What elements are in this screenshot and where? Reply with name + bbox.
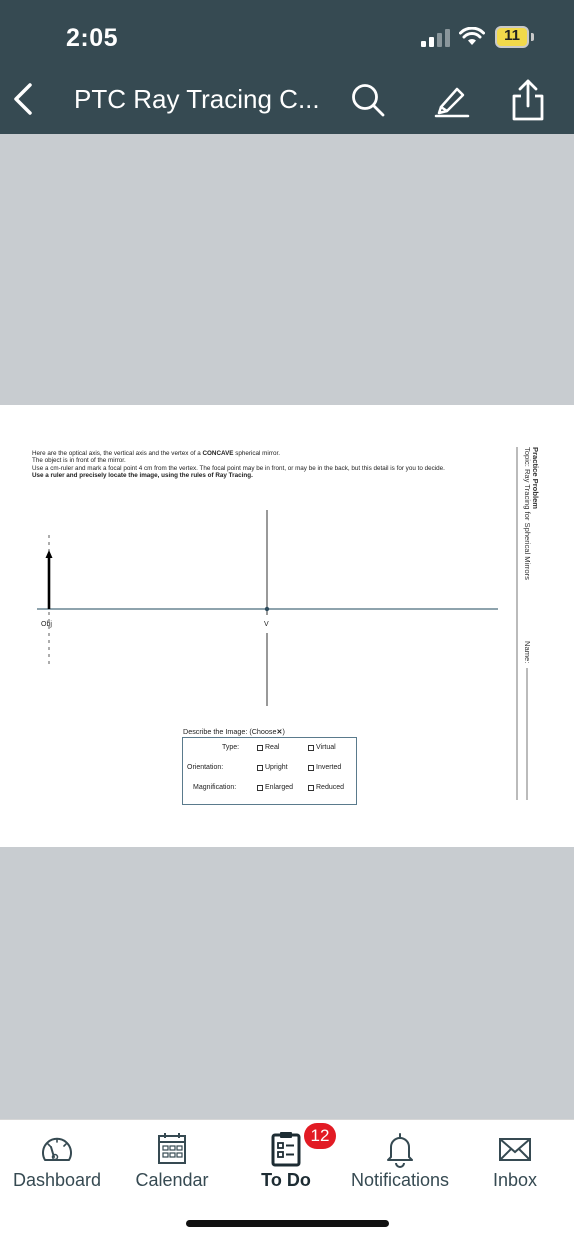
x-mark-icon: ✕ <box>276 727 283 736</box>
calendar-icon <box>153 1130 191 1168</box>
todo-count-badge: 12 <box>304 1123 336 1149</box>
status-time: 2:05 <box>66 24 119 52</box>
checkbox-icon[interactable] <box>257 745 263 751</box>
checkbox-icon[interactable] <box>308 785 314 791</box>
clipboard-icon <box>267 1130 305 1168</box>
side-name-label: Name: <box>523 641 532 664</box>
app-header <box>0 0 574 134</box>
tab-notifications[interactable] <box>343 1120 457 1200</box>
annotate-pen-icon[interactable] <box>432 80 472 120</box>
battery-icon <box>495 26 535 48</box>
orientation-row: Orientation: <box>187 764 224 771</box>
wifi-icon <box>459 27 485 47</box>
checkbox-icon[interactable] <box>257 765 263 771</box>
tab-label: To Do <box>261 1170 311 1190</box>
tab-calendar[interactable] <box>115 1120 229 1200</box>
magnification-row: Magnification: <box>193 784 237 791</box>
side-title: Practice Problem <box>531 447 540 510</box>
type-virtual-option[interactable]: Virtual <box>308 744 336 751</box>
describe-title: Describe the Image: (Choose✕) <box>183 727 285 736</box>
cellular-signal-icon <box>421 29 459 47</box>
speedometer-icon <box>38 1130 76 1168</box>
checkbox-icon[interactable] <box>257 785 263 791</box>
share-icon[interactable] <box>508 78 548 122</box>
bell-icon <box>381 1130 419 1168</box>
tab-inbox[interactable] <box>458 1120 572 1200</box>
tab-label: Dashboard <box>12 1170 102 1190</box>
side-topic: Topic: Ray Tracing for Spherical Mirrors <box>523 447 532 580</box>
instructions: Here are the optical axis, the vertical axis and the vertex of a CONCAVE spherical mirror. The object is in front of the mirror. Use a cm-ruler and mark a focal point 4 cm from the vertex. The focal point may be in front, or may be in the back, but this detail is for you to decide. Use a ruler and precisely locate the image, using the rules of Ray Tracing. <box>32 450 445 480</box>
battery-level: 11 <box>504 27 520 44</box>
tab-label: Notifications <box>350 1170 450 1190</box>
tab-label: Calendar <box>135 1170 209 1190</box>
vertex-point <box>265 607 269 611</box>
page-title: PTC Ray Tracing C... <box>74 84 320 114</box>
vertex-label: V <box>264 621 269 628</box>
orientation-inverted-option[interactable]: Inverted <box>308 764 341 771</box>
envelope-icon <box>496 1130 534 1168</box>
tab-label: Inbox <box>492 1170 538 1190</box>
back-chevron-icon[interactable] <box>10 82 36 116</box>
type-row: Type: <box>222 744 240 751</box>
type-real-option[interactable]: Real <box>257 744 279 751</box>
checkbox-icon[interactable] <box>308 745 314 751</box>
document-page[interactable] <box>0 405 574 847</box>
object-label: Obj <box>41 621 52 628</box>
orientation-upright-option[interactable]: Upright <box>257 764 288 771</box>
checkbox-icon[interactable] <box>308 765 314 771</box>
magnification-reduced-option[interactable]: Reduced <box>308 784 344 791</box>
search-icon[interactable] <box>348 80 388 120</box>
magnification-enlarged-option[interactable]: Enlarged <box>257 784 293 791</box>
home-indicator[interactable] <box>186 1220 389 1227</box>
tab-dashboard[interactable] <box>0 1120 114 1200</box>
